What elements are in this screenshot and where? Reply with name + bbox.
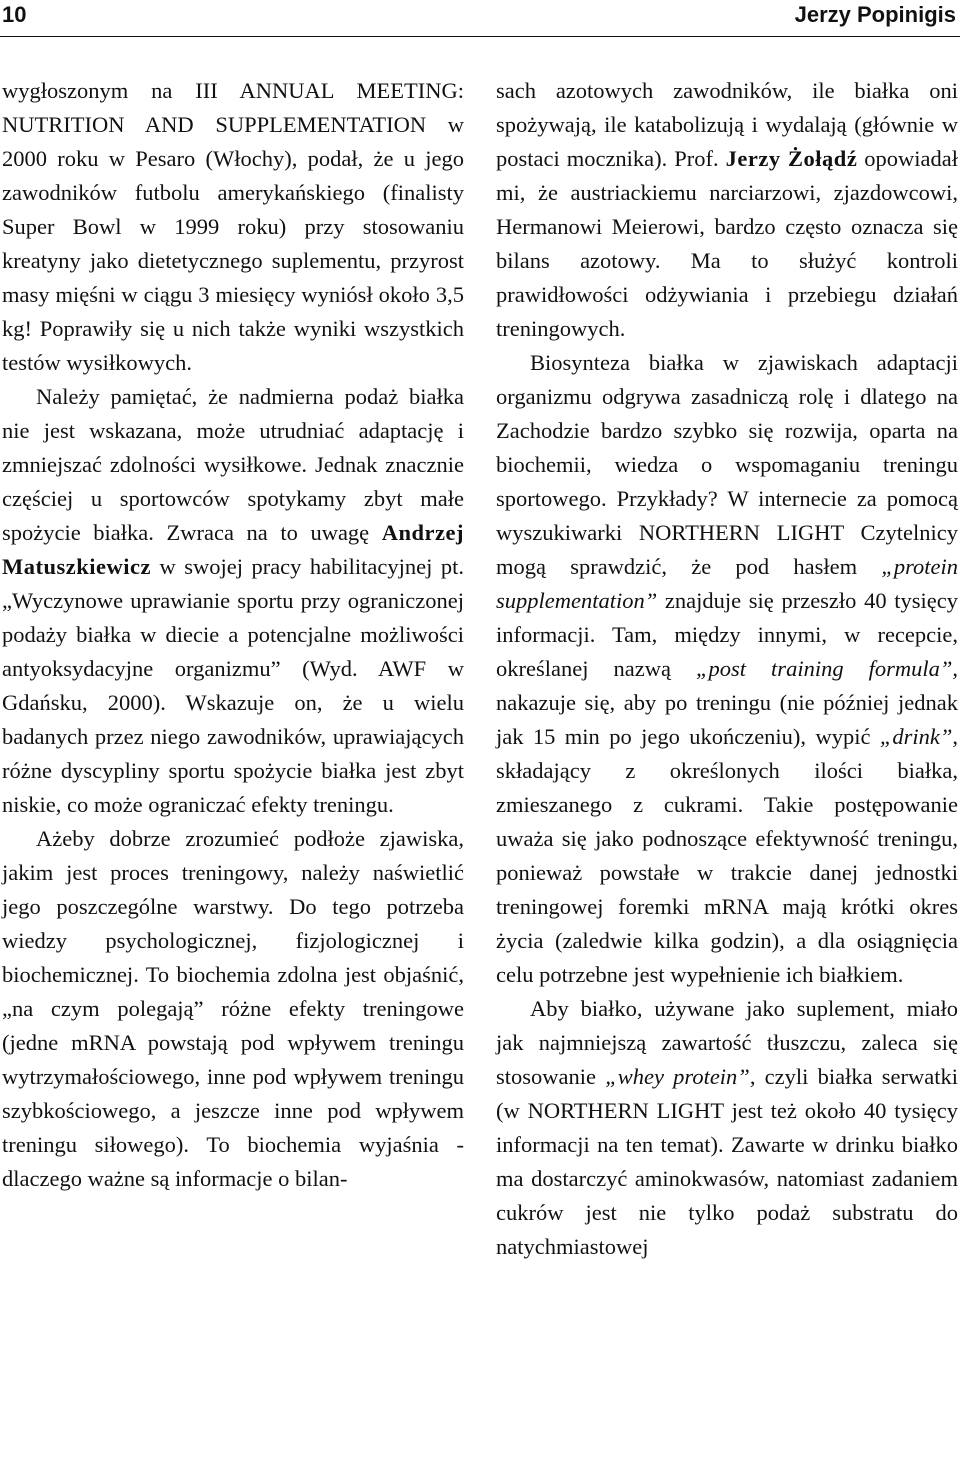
- header-rule: [0, 36, 960, 37]
- paragraph-text: , czyli białka serwatki (w NORTHERN LIGHT jest też około 40 tysięcy informacji na ten temat). Zawarte w drinku białko ma dostarczyć aminokwasów, natomiast zadaniem cukrów jest nie tylko podaż substratu do natychmiastowej: [496, 1064, 958, 1259]
- italic-term: „protein supplementation”: [496, 554, 958, 613]
- paragraph: [496, 74, 958, 346]
- paragraph-text: znajduje się przeszło 40 tysięcy informacji. Tam, między innymi, w recepcie, określanej nazwą: [496, 588, 958, 681]
- paragraph-text: Biosynteza białka w zjawiskach adaptacji organizmu odgrywa zasadniczą rolę i dlatego na Zachodzie bardzo szybko się rozwija, oparta na biochemii, wiedza o wspomaganiu treningu sportowego. Przykłady? W internecie za pomocą wyszukiwarki NORTHERN LIGHT Czytelnicy mogą sprawdzić, że pod hasłem: [496, 350, 958, 579]
- paragraph-text: Należy pamiętać, że nadmierna podaż białka nie jest wskazana, może utrudniać adaptację i zmniejszać zdolności wysiłkowe. Jednak znacznie częściej u sportowców spotykamy zbyt małe spożycie białka. Zwraca na to uwagę: [2, 384, 464, 545]
- paragraph: [496, 346, 958, 992]
- paragraph-text: sach azotowych zawodników, ile białka oni spożywają, ile katabolizują i wydalają (głównie w postaci mocznika). Prof.: [496, 78, 958, 171]
- paragraph: [2, 822, 464, 1196]
- paragraph-text: opowiadał mi, że austriackiemu narciarzowi, zjazdowcowi, Hermanowi Meierowi, bardzo często oznacza się bilans azotowy. Ma to służyć kontroli prawidłowości odżywiania i przebiegu działań treningowych.: [496, 146, 959, 341]
- paragraph-text: Aby białko, używane jako suplement, miało jak najmniejszą zawartość tłuszczu, zaleca się stosowanie: [496, 996, 958, 1089]
- paragraph-text: Ażeby dobrze zrozumieć podłoże zjawiska, jakim jest proces treningowy, należy naświetlić jego poszczególne warstwy. Do tego potrzeba wiedzy psychologicznej, fizjologicznej i biochemicznej. To biochemia zdolna jest objaśnić, „na czym polegają” różne efekty treningowe (jedne mRNA powstają pod wpływem treningu wytrzymałościowego, inne pod wpływem treningu szybkościowego, a jeszcze inne pod wpływem treningu siłowego). To biochemia wyjaśnia - dlaczego ważne są informacje o bilan-: [2, 826, 464, 1191]
- author-name: Andrzej Matuszkiewicz: [2, 520, 464, 579]
- italic-term: „post training formula”: [696, 656, 953, 681]
- paragraph-text: w swojej pracy habilitacyjnej pt. „Wyczynowe uprawianie sportu przy ograniczonej podaży białka w diecie a potencjalne możliwości antyoksydacyjne organizmu” (Wyd. AWF w Gdańsku, 2000). Wskazuje on, że u wielu badanych przez niego zawodników, uprawiających różne dyscypliny sportu spożycie białka jest zbyt niskie, co może ograniczać efekty treningu.: [2, 554, 464, 817]
- paragraph: [496, 992, 958, 1264]
- right-column: [496, 74, 958, 1264]
- paragraph: [2, 380, 464, 822]
- italic-term: „whey protein”: [605, 1064, 750, 1089]
- page-header: [0, 0, 960, 34]
- paragraph-text: , składający z określonych ilości białka, zmieszanego z cukrami. Takie postępowanie uważa się jako podnoszące efektywność treningu, ponieważ powstałe w trakcie danej jednostki treningowej foremki mRNA mają krótki okres życia (zaledwie kilka godzin), a dla osiągnięcia celu potrzebne jest wypełnienie ich białkiem.: [496, 724, 958, 987]
- paragraph: [2, 74, 464, 380]
- italic-term: „drink”: [879, 724, 953, 749]
- person-name: Jerzy Żołądź: [725, 146, 858, 171]
- running-head-author: Jerzy Popinigis: [794, 2, 956, 27]
- page-number: 10: [2, 2, 27, 27]
- paragraph-text: wygłoszonym na III ANNUAL MEETING: NUTRITION AND SUPPLEMENTATION w 2000 roku w Pesaro (Włochy), podał, że u jego zawodników futbolu amerykańskiego (finalisty Super Bowl w 1999 roku) przy stosowaniu kreatyny jako dietetycznego suplementu, przyrost masy mięśni w ciągu 3 miesięcy wyniósł około 3,5 kg! Poprawiły się u nich także wyniki wszystkich testów wysiłkowych.: [2, 78, 464, 375]
- left-column: [2, 74, 464, 1196]
- paragraph-text: , nakazuje się, aby po treningu (nie później jednak jak 15 min po jego ukończeniu), wypić: [496, 656, 958, 749]
